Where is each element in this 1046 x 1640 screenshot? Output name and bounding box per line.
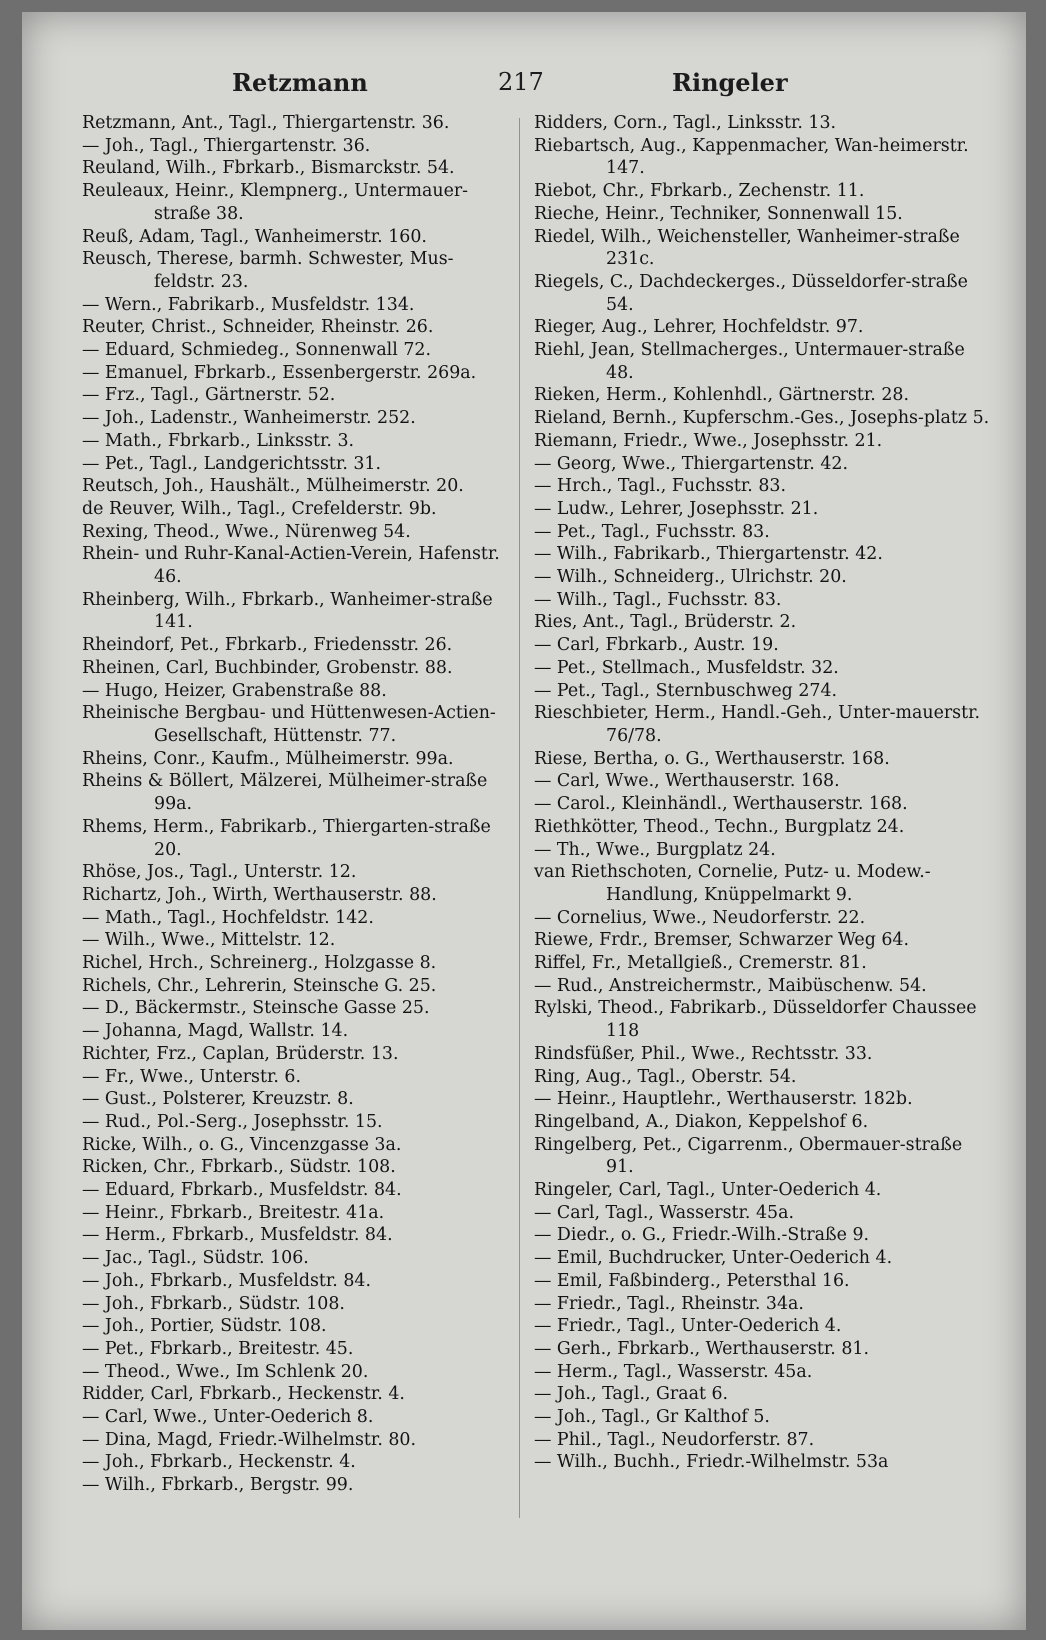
directory-entry: — Joh., Tagl., Graat 6.: [534, 1384, 729, 1405]
directory-entry: — Gust., Polsterer, Kreuzstr. 8.: [82, 1089, 354, 1110]
directory-entry: Rheinische Bergbau- und Hüttenwesen-Actien-Gesellschaft, Hüttenstr. 77.: [82, 703, 496, 746]
directory-entry: — Heinr., Hauptlehr., Werthauserstr. 182b.: [534, 1089, 913, 1110]
directory-page: [22, 12, 1026, 1630]
directory-entry: Ridder, Carl, Fbrkarb., Heckenstr. 4.: [82, 1384, 405, 1405]
directory-entry: — Herm., Tagl., Wasserstr. 45a.: [534, 1361, 813, 1382]
directory-entry: — Fr., Wwe., Unterstr. 6.: [82, 1066, 302, 1087]
directory-entry: — Rud., Pol.-Serg., Josephsstr. 15.: [82, 1111, 383, 1132]
directory-entry: — Friedr., Tagl., Rheinstr. 34a.: [534, 1293, 804, 1314]
directory-entry: Richel, Hrch., Schreinerg., Holzgasse 8.: [82, 953, 437, 974]
header-last-name: Ringeler: [672, 68, 788, 97]
left-column: [82, 112, 512, 1497]
directory-entry: — Eduard, Fbrkarb., Musfeldstr. 84.: [82, 1180, 402, 1201]
directory-entry: — D., Bäckermstr., Steinsche Gasse 25.: [82, 998, 430, 1019]
directory-entry: — Joh., Tagl., Thiergartenstr. 36.: [82, 135, 371, 156]
directory-entry: — Carl, Wwe., Unter-Oederich 8.: [82, 1407, 374, 1428]
directory-entry: Riese, Bertha, o. G., Werthauserstr. 168.: [534, 748, 890, 769]
directory-entry: — Carl, Fbrkarb., Austr. 19.: [534, 635, 779, 656]
directory-entry: — Joh., Tagl., Gr Kalthof 5.: [534, 1407, 770, 1428]
directory-entry: — Carol., Kleinhändl., Werthauserstr. 168.: [534, 794, 908, 815]
directory-entry: — Georg, Wwe., Thiergartenstr. 42.: [534, 453, 848, 474]
directory-entry: — Emanuel, Fbrkarb., Essenbergerstr. 269a.: [82, 362, 477, 383]
directory-entry: Rieken, Herm., Kohlenhdl., Gärtnerstr. 28.: [534, 385, 910, 406]
directory-entry: — Carl, Wwe., Werthauserstr. 168.: [534, 771, 840, 792]
directory-entry: — Pet., Tagl., Fuchsstr. 83.: [534, 521, 770, 542]
directory-entry: — Wilh., Buchh., Friedr.-Wilhelmstr. 53a: [534, 1452, 889, 1473]
directory-entry: Riethkötter, Theod., Techn., Burgplatz 24.: [534, 816, 905, 837]
directory-entry: — Th., Wwe., Burgplatz 24.: [534, 839, 776, 860]
page-header: [22, 60, 1026, 100]
directory-entry: — Emil, Faßbinderg., Petersthal 16.: [534, 1270, 850, 1291]
directory-entry: Reuß, Adam, Tagl., Wanheimerstr. 160.: [82, 226, 427, 247]
directory-entry: Rindsfüßer, Phil., Wwe., Rechtsstr. 33.: [534, 1043, 873, 1064]
directory-entry: — Wern., Fabrikarb., Musfeldstr. 134.: [82, 294, 415, 315]
directory-entry: — Johanna, Magd, Wallstr. 14.: [82, 1021, 349, 1042]
directory-entry: — Joh., Fbrkarb., Heckenstr. 4.: [82, 1452, 356, 1473]
directory-entry: Rheins, Conr., Kaufm., Mülheimerstr. 99a.: [82, 748, 454, 769]
directory-entry: — Emil, Buchdrucker, Unter-Oederich 4.: [534, 1248, 893, 1269]
directory-entry: — Pet., Fbrkarb., Breitestr. 45.: [82, 1338, 354, 1359]
directory-entry: — Wilh., Fbrkarb., Bergstr. 99.: [82, 1475, 354, 1496]
directory-entry: — Wilh., Tagl., Fuchsstr. 83.: [534, 589, 782, 610]
directory-entry: — Ludw., Lehrer, Josephsstr. 21.: [534, 498, 819, 519]
directory-entry: Rhöse, Jos., Tagl., Unterstr. 12.: [82, 862, 357, 883]
directory-entry: — Joh., Ladenstr., Wanheimerstr. 252.: [82, 408, 416, 429]
directory-entry: Rieger, Aug., Lehrer, Hochfeldstr. 97.: [534, 317, 864, 338]
directory-entry: — Friedr., Tagl., Unter-Oederich 4.: [534, 1316, 842, 1337]
directory-entry: Riffel, Fr., Metallgieß., Cremerstr. 81.: [534, 953, 867, 974]
directory-entry: — Herm., Fbrkarb., Musfeldstr. 84.: [82, 1225, 393, 1246]
directory-entry: — Jac., Tagl., Südstr. 106.: [82, 1248, 309, 1269]
directory-entry: — Wilh., Schneiderg., Ulrichstr. 20.: [534, 567, 847, 588]
directory-entry: — Math., Fbrkarb., Linksstr. 3.: [82, 430, 355, 451]
directory-entry: Riedel, Wilh., Weichensteller, Wanheimer-straße 231c.: [534, 226, 960, 270]
directory-entry: de Reuver, Wilh., Tagl., Crefelderstr. 9b.: [82, 498, 437, 519]
directory-entry: Rieschbieter, Herm., Handl.-Geh., Unter-mauerstr. 76/78.: [534, 703, 981, 746]
directory-entry: — Theod., Wwe., Im Schlenk 20.: [82, 1361, 369, 1382]
directory-entry: Rheinberg, Wilh., Fbrkarb., Wanheimer-straße 141.: [82, 589, 493, 633]
directory-entry: Reuland, Wilh., Fbrkarb., Bismarckstr. 54.: [82, 158, 455, 179]
directory-entry: — Phil., Tagl., Neudorferstr. 87.: [534, 1429, 815, 1450]
directory-entry: Rhein- und Ruhr-Kanal-Actien-Verein, Hafenstr. 46.: [82, 544, 500, 588]
directory-entry: — Gerh., Fbrkarb., Werthauserstr. 81.: [534, 1338, 870, 1359]
column-divider: [519, 118, 520, 1518]
directory-entry: Ries, Ant., Tagl., Brüderstr. 2.: [534, 612, 797, 633]
directory-entry: — Wilh., Wwe., Mittelstr. 12.: [82, 930, 336, 951]
directory-entry: Rieland, Bernh., Kupferschm.-Ges., Josephs-platz 5.: [534, 408, 990, 429]
directory-entry: — Hrch., Tagl., Fuchsstr. 83.: [534, 476, 786, 497]
header-first-name: Retzmann: [232, 68, 368, 97]
directory-entry: — Diedr., o. G., Friedr.-Wilh.-Straße 9.: [534, 1225, 870, 1246]
directory-entry: — Cornelius, Wwe., Neudorferstr. 22.: [534, 907, 866, 928]
directory-entry: Reuleaux, Heinr., Klempnerg., Untermauer-straße 38.: [82, 181, 469, 224]
directory-entry: Rheinen, Carl, Buchbinder, Grobenstr. 88.: [82, 657, 453, 678]
directory-entry: — Frz., Tagl., Gärtnerstr. 52.: [82, 385, 336, 406]
directory-entry: Ringeler, Carl, Tagl., Unter-Oederich 4.: [534, 1180, 882, 1201]
directory-entry: Reusch, Therese, barmh. Schwester, Mus-feldstr. 23.: [82, 249, 454, 292]
directory-entry: Rieche, Heinr., Techniker, Sonnenwall 15.: [534, 203, 903, 224]
directory-entry: Rexing, Theod., Wwe., Nürenweg 54.: [82, 521, 411, 542]
directory-entry: Richartz, Joh., Wirth, Werthauserstr. 88.: [82, 884, 437, 905]
directory-entry: Riebartsch, Aug., Kappenmacher, Wan-heimerstr. 147.: [534, 135, 969, 179]
directory-entry: Ring, Aug., Tagl., Oberstr. 54.: [534, 1066, 797, 1087]
directory-entry: — Heinr., Fbrkarb., Breitestr. 41a.: [82, 1202, 385, 1223]
directory-entry: Ringelband, A., Diakon, Keppelshof 6.: [534, 1111, 869, 1132]
directory-entry: — Pet., Tagl., Landgerichtsstr. 31.: [82, 453, 382, 474]
directory-entry: Rylski, Theod., Fabrikarb., Düsseldorfer Chaussee 118: [534, 998, 977, 1042]
directory-entry: — Joh., Fbrkarb., Musfeldstr. 84.: [82, 1270, 371, 1291]
directory-entry: van Riethschoten, Cornelie, Putz- u. Modew.-Handlung, Knüppelmarkt 9.: [534, 862, 931, 905]
directory-entry: — Eduard, Schmiedeg., Sonnenwall 72.: [82, 340, 431, 361]
directory-entry: — Joh., Fbrkarb., Südstr. 108.: [82, 1293, 345, 1314]
directory-entry: Reutsch, Joh., Haushält., Mülheimerstr. 20.: [82, 476, 464, 497]
directory-entry: — Carl, Tagl., Wasserstr. 45a.: [534, 1202, 794, 1223]
directory-entry: — Pet., Tagl., Sternbuschweg 274.: [534, 680, 838, 701]
directory-entry: — Rud., Anstreichermstr., Maibüschenw. 54.: [534, 975, 927, 996]
directory-entry: Ringelberg, Pet., Cigarrenm., Obermauer-straße 91.: [534, 1134, 963, 1178]
directory-entry: Riewe, Frdr., Bremser, Schwarzer Weg 64.: [534, 930, 910, 951]
directory-entry: Rheins & Böllert, Mälzerei, Mülheimer-straße 99a.: [82, 771, 488, 815]
directory-entry: Riebot, Chr., Fbrkarb., Zechenstr. 11.: [534, 181, 865, 202]
right-column: [534, 112, 994, 1474]
directory-entry: Reuter, Christ., Schneider, Rheinstr. 26.: [82, 317, 434, 338]
directory-entry: Riemann, Friedr., Wwe., Josephsstr. 21.: [534, 430, 883, 451]
directory-entry: Ricke, Wilh., o. G., Vincenzgasse 3a.: [82, 1134, 402, 1155]
directory-entry: Richels, Chr., Lehrerin, Steinsche G. 25.: [82, 975, 437, 996]
page-number: 217: [498, 68, 544, 96]
directory-entry: — Pet., Stellmach., Musfeldstr. 32.: [534, 657, 839, 678]
directory-entry: Retzmann, Ant., Tagl., Thiergartenstr. 36.: [82, 113, 450, 133]
directory-entry: Rhems, Herm., Fabrikarb., Thiergarten-straße 20.: [82, 816, 491, 860]
directory-entry: Ricken, Chr., Fbrkarb., Südstr. 108.: [82, 1157, 396, 1178]
directory-entry: Rheindorf, Pet., Fbrkarb., Friedensstr. 26.: [82, 635, 453, 656]
directory-entry: Riegels, C., Dachdeckerges., Düsseldorfer-straße 54.: [534, 271, 968, 315]
directory-entry: — Wilh., Fabrikarb., Thiergartenstr. 42.: [534, 544, 883, 565]
directory-entry: — Joh., Portier, Südstr. 108.: [82, 1316, 327, 1337]
directory-entry: Ridders, Corn., Tagl., Linksstr. 13.: [534, 113, 837, 133]
directory-entry: — Hugo, Heizer, Grabenstraße 88.: [82, 680, 387, 701]
directory-entry: — Dina, Magd, Friedr.-Wilhelmstr. 80.: [82, 1429, 417, 1450]
directory-entry: — Math., Tagl., Hochfeldstr. 142.: [82, 907, 374, 928]
directory-entry: Richter, Frz., Caplan, Brüderstr. 13.: [82, 1043, 399, 1064]
directory-entry: Riehl, Jean, Stellmacherges., Untermauer-straße 48.: [534, 340, 965, 383]
